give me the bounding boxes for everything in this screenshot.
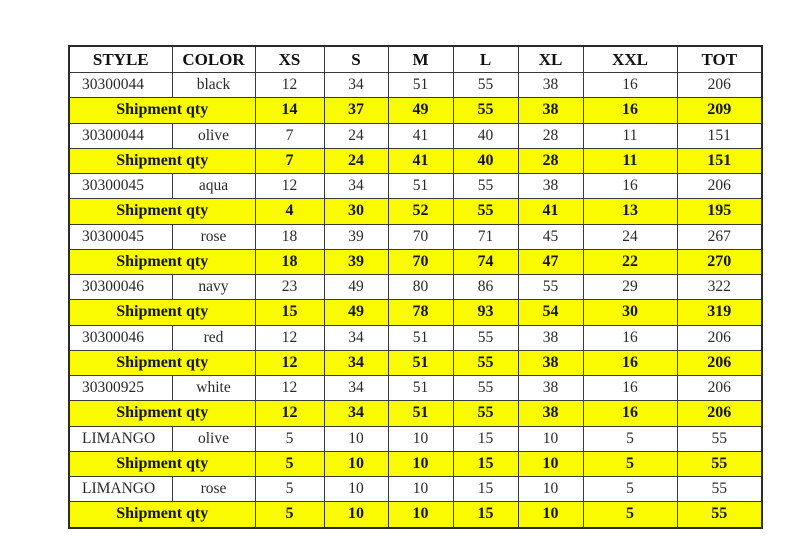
- order-xxl-cell: 29: [583, 275, 677, 300]
- shipment-xxl-cell: 16: [583, 98, 677, 123]
- order-l-cell: 15: [453, 477, 518, 502]
- shipment-size-table: [68, 45, 763, 529]
- order-xl-cell: 10: [518, 477, 583, 502]
- shipment-row: [69, 451, 762, 476]
- style-cell: 30300045: [69, 174, 172, 199]
- order-total-cell: 322: [677, 275, 762, 300]
- order-xl-cell: 38: [518, 174, 583, 199]
- shipment-l-cell: 55: [453, 401, 518, 426]
- shipment-xxl-cell: 11: [583, 148, 677, 173]
- order-s-cell: 10: [324, 426, 388, 451]
- order-xl-cell: 28: [518, 123, 583, 148]
- style-cell: 30300044: [69, 73, 172, 98]
- shipment-xl-cell: 38: [518, 350, 583, 375]
- order-l-cell: 71: [453, 224, 518, 249]
- shipment-total-cell: 270: [677, 249, 762, 274]
- shipment-row: [69, 148, 762, 173]
- order-s-cell: 49: [324, 275, 388, 300]
- shipment-xxl-cell: 5: [583, 502, 677, 528]
- order-xs-cell: 23: [255, 275, 324, 300]
- shipment-xxl-cell: 16: [583, 401, 677, 426]
- shipment-qty-label: Shipment qty: [69, 401, 255, 426]
- style-cell: LIMANGO: [69, 477, 172, 502]
- shipment-m-cell: 49: [388, 98, 453, 123]
- order-m-cell: 80: [388, 275, 453, 300]
- shipment-qty-label: Shipment qty: [69, 98, 255, 123]
- shipment-row: [69, 199, 762, 224]
- order-xs-cell: 5: [255, 477, 324, 502]
- shipment-row: [69, 502, 762, 528]
- order-s-cell: 34: [324, 174, 388, 199]
- shipment-xs-cell: 12: [255, 350, 324, 375]
- order-s-cell: 34: [324, 325, 388, 350]
- shipment-m-cell: 52: [388, 199, 453, 224]
- shipment-xxl-cell: 13: [583, 199, 677, 224]
- header-l: L: [453, 46, 518, 73]
- shipment-xl-cell: 10: [518, 502, 583, 528]
- order-l-cell: 55: [453, 73, 518, 98]
- order-row: [69, 325, 762, 350]
- order-row: [69, 174, 762, 199]
- shipment-qty-label: Shipment qty: [69, 350, 255, 375]
- shipment-m-cell: 10: [388, 502, 453, 528]
- shipment-s-cell: 37: [324, 98, 388, 123]
- shipment-row: [69, 350, 762, 375]
- order-s-cell: 10: [324, 477, 388, 502]
- shipment-xl-cell: 41: [518, 199, 583, 224]
- order-row: [69, 376, 762, 401]
- header-color: COLOR: [172, 46, 255, 73]
- order-total-cell: 151: [677, 123, 762, 148]
- style-cell: LIMANGO: [69, 426, 172, 451]
- shipment-l-cell: 55: [453, 98, 518, 123]
- header-xl: XL: [518, 46, 583, 73]
- shipment-xxl-cell: 22: [583, 249, 677, 274]
- shipment-xl-cell: 54: [518, 300, 583, 325]
- order-m-cell: 51: [388, 376, 453, 401]
- shipment-total-cell: 319: [677, 300, 762, 325]
- shipment-s-cell: 39: [324, 249, 388, 274]
- order-xs-cell: 7: [255, 123, 324, 148]
- shipment-l-cell: 15: [453, 451, 518, 476]
- shipment-qty-label: Shipment qty: [69, 148, 255, 173]
- shipment-s-cell: 34: [324, 350, 388, 375]
- order-total-cell: 206: [677, 325, 762, 350]
- order-total-cell: 55: [677, 477, 762, 502]
- order-xs-cell: 5: [255, 426, 324, 451]
- order-xxl-cell: 11: [583, 123, 677, 148]
- shipment-s-cell: 10: [324, 502, 388, 528]
- color-cell: black: [172, 73, 255, 98]
- shipment-qty-label: Shipment qty: [69, 451, 255, 476]
- shipment-xs-cell: 7: [255, 148, 324, 173]
- order-xxl-cell: 24: [583, 224, 677, 249]
- shipment-xs-cell: 12: [255, 401, 324, 426]
- shipment-l-cell: 93: [453, 300, 518, 325]
- shipment-xxl-cell: 5: [583, 451, 677, 476]
- style-cell: 30300044: [69, 123, 172, 148]
- shipment-xs-cell: 14: [255, 98, 324, 123]
- order-xs-cell: 18: [255, 224, 324, 249]
- order-xxl-cell: 16: [583, 73, 677, 98]
- shipment-qty-label: Shipment qty: [69, 300, 255, 325]
- shipment-m-cell: 41: [388, 148, 453, 173]
- shipment-m-cell: 78: [388, 300, 453, 325]
- color-cell: rose: [172, 224, 255, 249]
- style-cell: 30300925: [69, 376, 172, 401]
- shipment-qty-label: Shipment qty: [69, 199, 255, 224]
- order-l-cell: 86: [453, 275, 518, 300]
- shipment-l-cell: 15: [453, 502, 518, 528]
- order-xs-cell: 12: [255, 174, 324, 199]
- order-s-cell: 34: [324, 73, 388, 98]
- shipment-l-cell: 55: [453, 199, 518, 224]
- order-l-cell: 55: [453, 376, 518, 401]
- header-xs: XS: [255, 46, 324, 73]
- order-row: [69, 224, 762, 249]
- style-cell: 30300046: [69, 325, 172, 350]
- order-xs-cell: 12: [255, 325, 324, 350]
- shipment-xl-cell: 10: [518, 451, 583, 476]
- order-xl-cell: 10: [518, 426, 583, 451]
- shipment-s-cell: 30: [324, 199, 388, 224]
- order-m-cell: 10: [388, 477, 453, 502]
- order-row: [69, 123, 762, 148]
- order-total-cell: 206: [677, 376, 762, 401]
- order-row: [69, 477, 762, 502]
- order-m-cell: 10: [388, 426, 453, 451]
- style-cell: 30300046: [69, 275, 172, 300]
- shipment-xl-cell: 38: [518, 98, 583, 123]
- shipment-l-cell: 74: [453, 249, 518, 274]
- color-cell: olive: [172, 426, 255, 451]
- shipment-row: [69, 300, 762, 325]
- order-l-cell: 55: [453, 325, 518, 350]
- shipment-s-cell: 24: [324, 148, 388, 173]
- shipment-l-cell: 55: [453, 350, 518, 375]
- shipment-m-cell: 70: [388, 249, 453, 274]
- shipment-qty-label: Shipment qty: [69, 502, 255, 528]
- header-s: S: [324, 46, 388, 73]
- shipment-xl-cell: 47: [518, 249, 583, 274]
- shipment-s-cell: 49: [324, 300, 388, 325]
- order-total-cell: 267: [677, 224, 762, 249]
- shipment-qty-label: Shipment qty: [69, 249, 255, 274]
- shipment-total-cell: 206: [677, 350, 762, 375]
- style-cell: 30300045: [69, 224, 172, 249]
- shipment-total-cell: 195: [677, 199, 762, 224]
- order-m-cell: 51: [388, 325, 453, 350]
- order-total-cell: 206: [677, 73, 762, 98]
- order-m-cell: 51: [388, 73, 453, 98]
- header-m: M: [388, 46, 453, 73]
- color-cell: red: [172, 325, 255, 350]
- order-xxl-cell: 16: [583, 376, 677, 401]
- shipment-total-cell: 209: [677, 98, 762, 123]
- order-xl-cell: 45: [518, 224, 583, 249]
- shipment-s-cell: 34: [324, 401, 388, 426]
- order-xl-cell: 55: [518, 275, 583, 300]
- shipment-xxl-cell: 30: [583, 300, 677, 325]
- color-cell: white: [172, 376, 255, 401]
- shipment-xs-cell: 5: [255, 502, 324, 528]
- shipment-m-cell: 51: [388, 401, 453, 426]
- order-m-cell: 51: [388, 174, 453, 199]
- header-xxl: XXL: [583, 46, 677, 73]
- shipment-total-cell: 151: [677, 148, 762, 173]
- order-m-cell: 70: [388, 224, 453, 249]
- shipment-xl-cell: 28: [518, 148, 583, 173]
- shipment-l-cell: 40: [453, 148, 518, 173]
- color-cell: rose: [172, 477, 255, 502]
- shipment-m-cell: 10: [388, 451, 453, 476]
- order-s-cell: 34: [324, 376, 388, 401]
- order-total-cell: 55: [677, 426, 762, 451]
- order-l-cell: 15: [453, 426, 518, 451]
- order-xs-cell: 12: [255, 73, 324, 98]
- header-style: STYLE: [69, 46, 172, 73]
- order-xl-cell: 38: [518, 325, 583, 350]
- order-xl-cell: 38: [518, 376, 583, 401]
- color-cell: navy: [172, 275, 255, 300]
- shipment-xs-cell: 15: [255, 300, 324, 325]
- order-xl-cell: 38: [518, 73, 583, 98]
- order-xxl-cell: 5: [583, 477, 677, 502]
- order-s-cell: 39: [324, 224, 388, 249]
- shipment-row: [69, 98, 762, 123]
- order-xxl-cell: 16: [583, 174, 677, 199]
- shipment-total-cell: 206: [677, 401, 762, 426]
- order-xxl-cell: 16: [583, 325, 677, 350]
- shipment-xs-cell: 4: [255, 199, 324, 224]
- shipment-total-cell: 55: [677, 502, 762, 528]
- header-row: [69, 46, 762, 73]
- shipment-xs-cell: 18: [255, 249, 324, 274]
- color-cell: olive: [172, 123, 255, 148]
- shipment-xxl-cell: 16: [583, 350, 677, 375]
- order-xs-cell: 12: [255, 376, 324, 401]
- header-tot: TOT: [677, 46, 762, 73]
- order-xxl-cell: 5: [583, 426, 677, 451]
- shipment-m-cell: 51: [388, 350, 453, 375]
- order-s-cell: 24: [324, 123, 388, 148]
- order-l-cell: 40: [453, 123, 518, 148]
- shipment-row: [69, 401, 762, 426]
- color-cell: aqua: [172, 174, 255, 199]
- order-row: [69, 275, 762, 300]
- shipment-xs-cell: 5: [255, 451, 324, 476]
- shipment-row: [69, 249, 762, 274]
- shipment-xl-cell: 38: [518, 401, 583, 426]
- table-body: [69, 73, 762, 528]
- shipment-total-cell: 55: [677, 451, 762, 476]
- order-total-cell: 206: [677, 174, 762, 199]
- order-l-cell: 55: [453, 174, 518, 199]
- shipment-s-cell: 10: [324, 451, 388, 476]
- order-row: [69, 426, 762, 451]
- order-m-cell: 41: [388, 123, 453, 148]
- order-row: [69, 73, 762, 98]
